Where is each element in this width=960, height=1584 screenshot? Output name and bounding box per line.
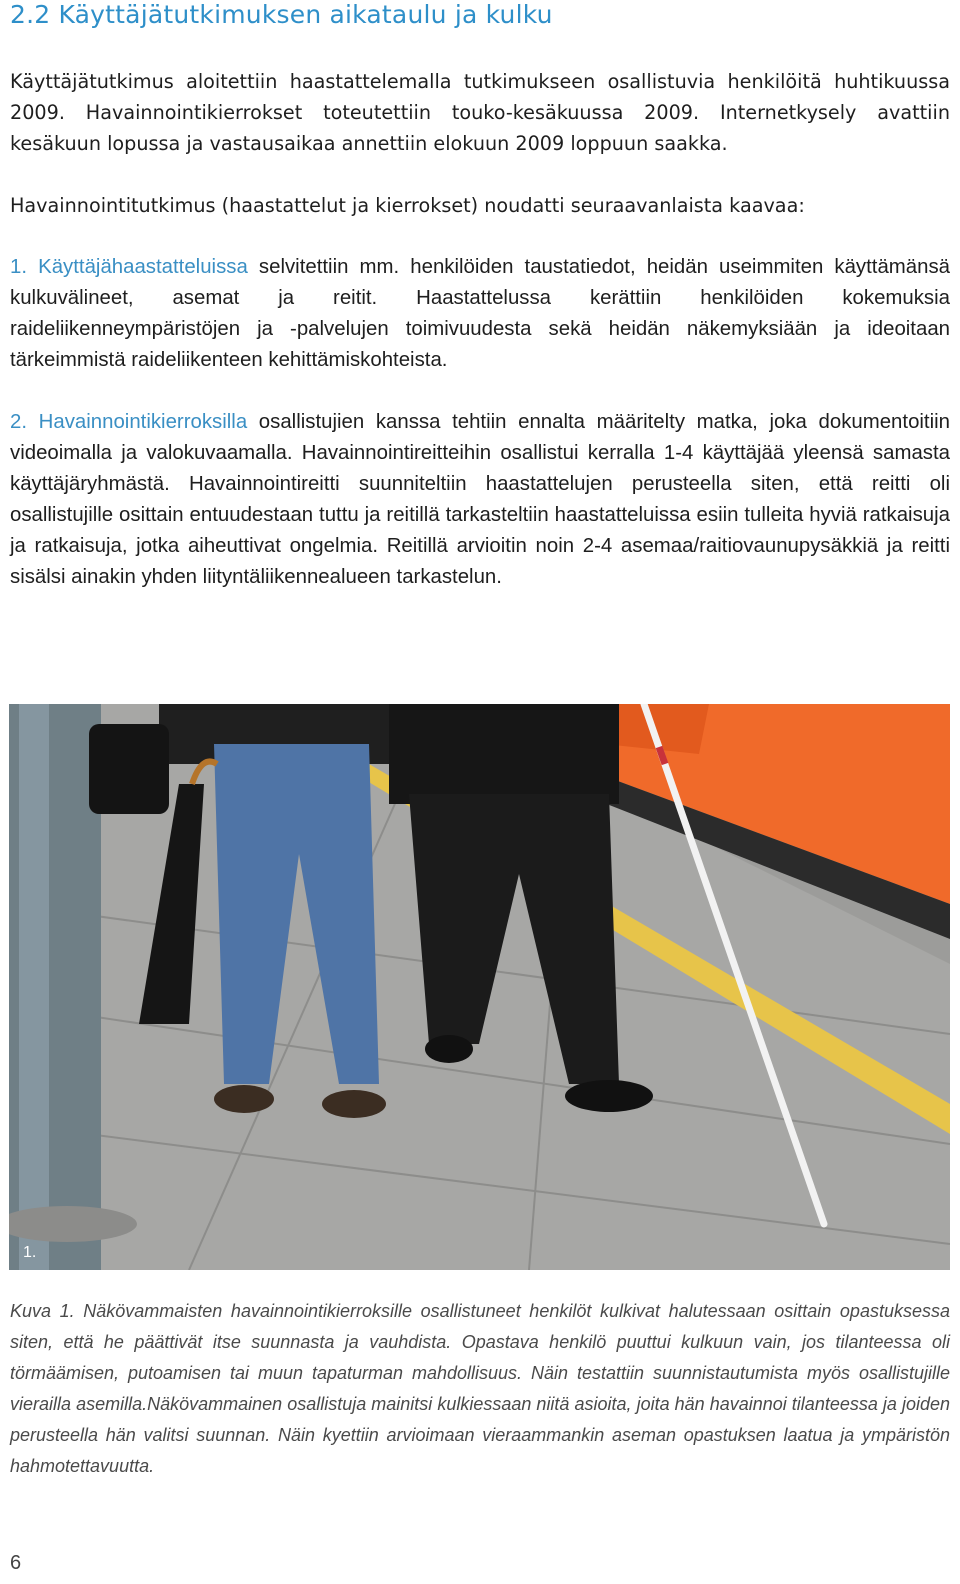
shoulder-bag (89, 724, 169, 814)
person-right-shoe-2 (565, 1080, 653, 1112)
person-left-shoe (214, 1085, 274, 1113)
page-number: 6 (10, 1552, 22, 1574)
list-item-interviews (10, 252, 950, 376)
paragraph-method-intro: Havainnointitutkimus (haastattelut ja kierrokset) noudatti seuraavanlaista kaavaa: (10, 194, 805, 217)
person-left-shoe-2 (322, 1090, 386, 1118)
platform-illustration (9, 704, 950, 1270)
list-item-interviews-text: selvitettiin mm. henkilöiden taustatiedot, heidän useimmiten käyttämänsä kulkuvälineet, asemat ja reitit. Haastattelussa kerättiin henkilöiden kokemuksia raideliikenneympäristöjen ja -palvelujen toimivuudesta sekä heidän näkemyksiään ja ideoitaan tärkeimmistä raideliikenteen kehittämiskohteista. (10, 256, 951, 371)
list-item-walkthroughs (10, 407, 950, 593)
figure-caption: Kuva 1. Näkövammaisten havainnointikierroksille osallistuneet henkilöt kulkivat halutessaan osittain opastuksessa siten, että he päättivät itse suunnasta ja vauhdista. Opastava henkilö puuttui kulkuun vain, jos tilanteessa oli törmäämisen, putoamisen tai muun tapaturman mahdollisuus. Näin testattiin suunnistautumista myös osallistujille vierailla asemilla.Näkövammainen osallistuja mainitsi kulkiessaan niitä asioita, joita hän havainnoi tilanteessa ja joiden perusteella hän valitsi suunnan. Näin kyettiin arvioimaan vieraammankin aseman opastuksen laatua ja ympäristön hahmotettavuutta. (10, 1301, 950, 1476)
station-platform-photo (9, 704, 950, 1270)
photo-number: 1. (23, 1244, 37, 1261)
list-item-interviews-lead: 1. Käyttäjähaastatteluissa (10, 256, 248, 278)
pillar-highlight (19, 704, 49, 1270)
paragraph-schedule: Käyttäjätutkimus aloitettiin haastattelemalla tutkimukseen osallistuvia henkilöitä huhtikuussa 2009. Havainnointikierrokset toteutettiin touko-kesäkuussa 2009. Internetkysely avattiin kesäkuun lopussa ja vastausaikaa annettiin elokuun 2009 loppuun saakka. (10, 70, 950, 155)
person-right-coat (389, 704, 619, 804)
list-item-walkthroughs-text: osallistujien kanssa tehtiin ennalta määritelty matka, joka dokumentoitiin videoimalla ja valokuvaamalla. Havainnointireitteihin osallistui kerralla 1-4 käyttäjää yleensä samasta käyttäjäryhmästä. Havainnointireitti suunniteltiin haastattelujen perusteella siten, että reitti oli osallistujille osittain entuudestaan tuttu ja reitillä tarkasteltiin haastatteluissa esiin tulleita hyviä ratkaisuja ja ratkaisuja, jotka aiheuttivat ongelmia. Reitillä arvioitin noin 2-4 asemaa/raitiovaunupysäkkiä ja reitti sisälsi ainakin yhden liityntäliikennealueen tarkastelun. (10, 411, 951, 588)
list-item-walkthroughs-lead: 2. Havainnointikierroksilla (10, 411, 248, 433)
person-right-shoe (425, 1035, 473, 1063)
section-heading: 2.2 Käyttäjätutkimuksen aikataulu ja kulku (10, 0, 553, 29)
